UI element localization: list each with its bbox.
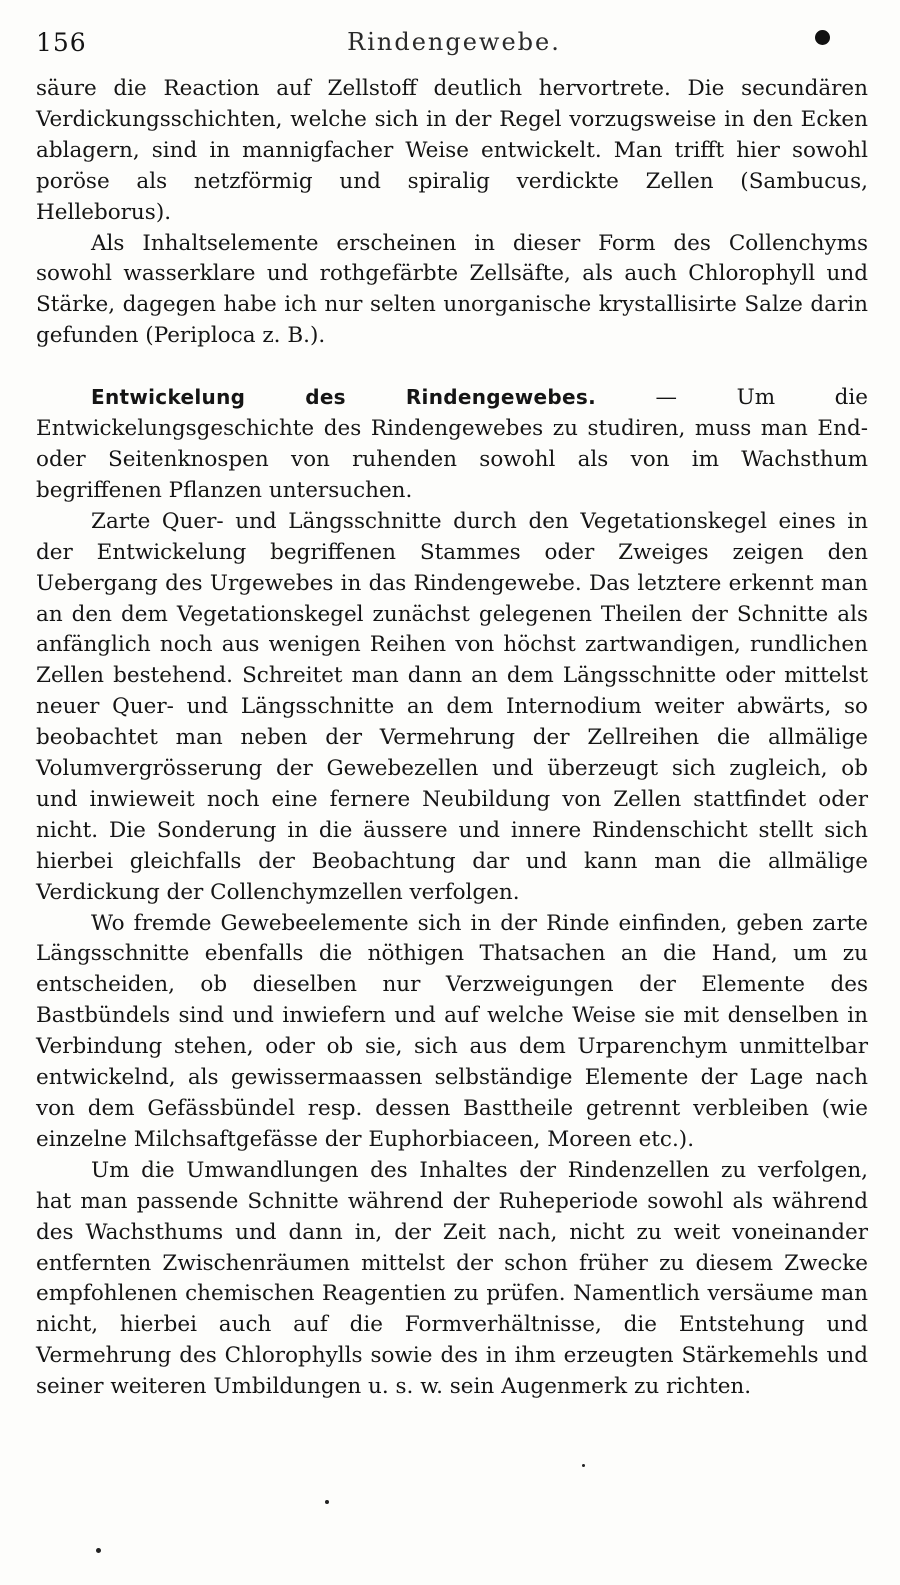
- paragraph-umwandlungen: Um die Umwandlungen des Inhaltes der Rindenzellen zu verfolgen, hat man passende Schnitte während der Ruheperiode sowohl als während des Wachsthums und dann in, der Zeit nach, nicht zu weit voneinander entfernten Zwischenräumen mittelst der schon früher zu diesem Zwecke empfohlenen chemischen Reagentien zu prüfen. Namentlich versäume man nicht, hierbei auch auf die Formverhältnisse, die Entstehung und Vermehrung des Chlorophylls sowie des in ihm erzeugten Stärkemehls und seiner weiteren Umbildungen u. s. w. sein Augenmerk zu richten.: [36, 1157, 868, 1400]
- page-number: 156: [36, 28, 87, 57]
- section-heading: Entwickelung des Rindengewebes.: [91, 385, 596, 410]
- print-speck: [96, 1548, 101, 1553]
- ink-blot-icon: [815, 30, 830, 45]
- running-title: Rindengewebe.: [347, 28, 561, 56]
- paragraph-continued: säure die Reaction auf Zellstoff deutlich hervortrete. Die secundären Verdickungsschichten, welche sich in der Regel vorzugsweise in den Ecken ablagern, sind in mannigfacher Weise entwickelt. Man trifft hier sowohl poröse als netzförmig und spiralig verdickte Zellen (Sambucus, Helleborus).: [36, 76, 868, 225]
- body-text: [36, 74, 868, 1403]
- running-head: [36, 26, 872, 60]
- print-speck: [582, 1464, 585, 1467]
- section-intro-paragraph: [36, 382, 868, 507]
- paragraph-gewebeelemente: Wo fremde Gewebeelemente sich in der Rinde einfinden, geben zarte Längsschnitte ebenfalls die nöthigen Thatsachen an die Hand, um zu entscheiden, ob dieselben nur Verzweigungen der Elemente des Bastbündels sind und inwiefern und auf welche Weise sie mit denselben in Verbindung stehen, oder ob sie, sich aus dem Urparenchym unmittelbar entwickelnd, als gewissermaassen selbständige Elemente der Lage nach von dem Gefässbündel resp. dessen Basttheile getrennt verbleiben (wie einzelne Milchsaftgefässe der Euphorbiaceen, Moreen etc.).: [36, 910, 868, 1152]
- section-lead-text: — Um die Entwickelungsgeschichte des Rindengewebes zu studiren, muss man End- oder Seitenknospen von ruhenden sowohl als von im Wachsthum begriffenen Pflanzen untersuchen.: [36, 385, 868, 503]
- paragraph-vegetationskegel: Zarte Quer- und Längsschnitte durch den Vegetationskegel eines in der Entwickelung begriffenen Stammes oder Zweiges zeigen den Uebergang des Urgewebes in das Rindengewebe. Das letztere erkennt man an den dem Vegetationskegel zunächst gelegenen Theilen der Schnitte als anfänglich noch aus wenigen Reihen von höchst zartwandigen, rundlichen Zellen bestehend. Schreitet man dann an dem Längsschnitte oder mittelst neuer Quer- und Längsschnitte an dem Internodium weiter abwärts, so beobachtet man neben der Vermehrung der Zellreihen die allmälige Volumvergrösserung der Gewebezellen und überzeugt sich zugleich, ob und inwieweit noch eine fernere Neubildung von Zellen stattfindet oder nicht. Die Sonderung in die äussere und innere Rindenschicht stellt sich hierbei gleichfalls der Beobachtung dar und kann man die allmälige Verdickung der Collenchymzellen verfolgen.: [36, 508, 868, 905]
- paragraph-inhaltselemente: Als Inhaltselemente erscheinen in dieser Form des Collenchyms sowohl wasserklare und rothgefärbte Zellsäfte, als auch Chlorophyll und Stärke, dagegen habe ich nur selten unorganische krystallisirte Salze darin gefunden (Periploca z. B.).: [36, 230, 868, 349]
- print-speck: [325, 1500, 329, 1504]
